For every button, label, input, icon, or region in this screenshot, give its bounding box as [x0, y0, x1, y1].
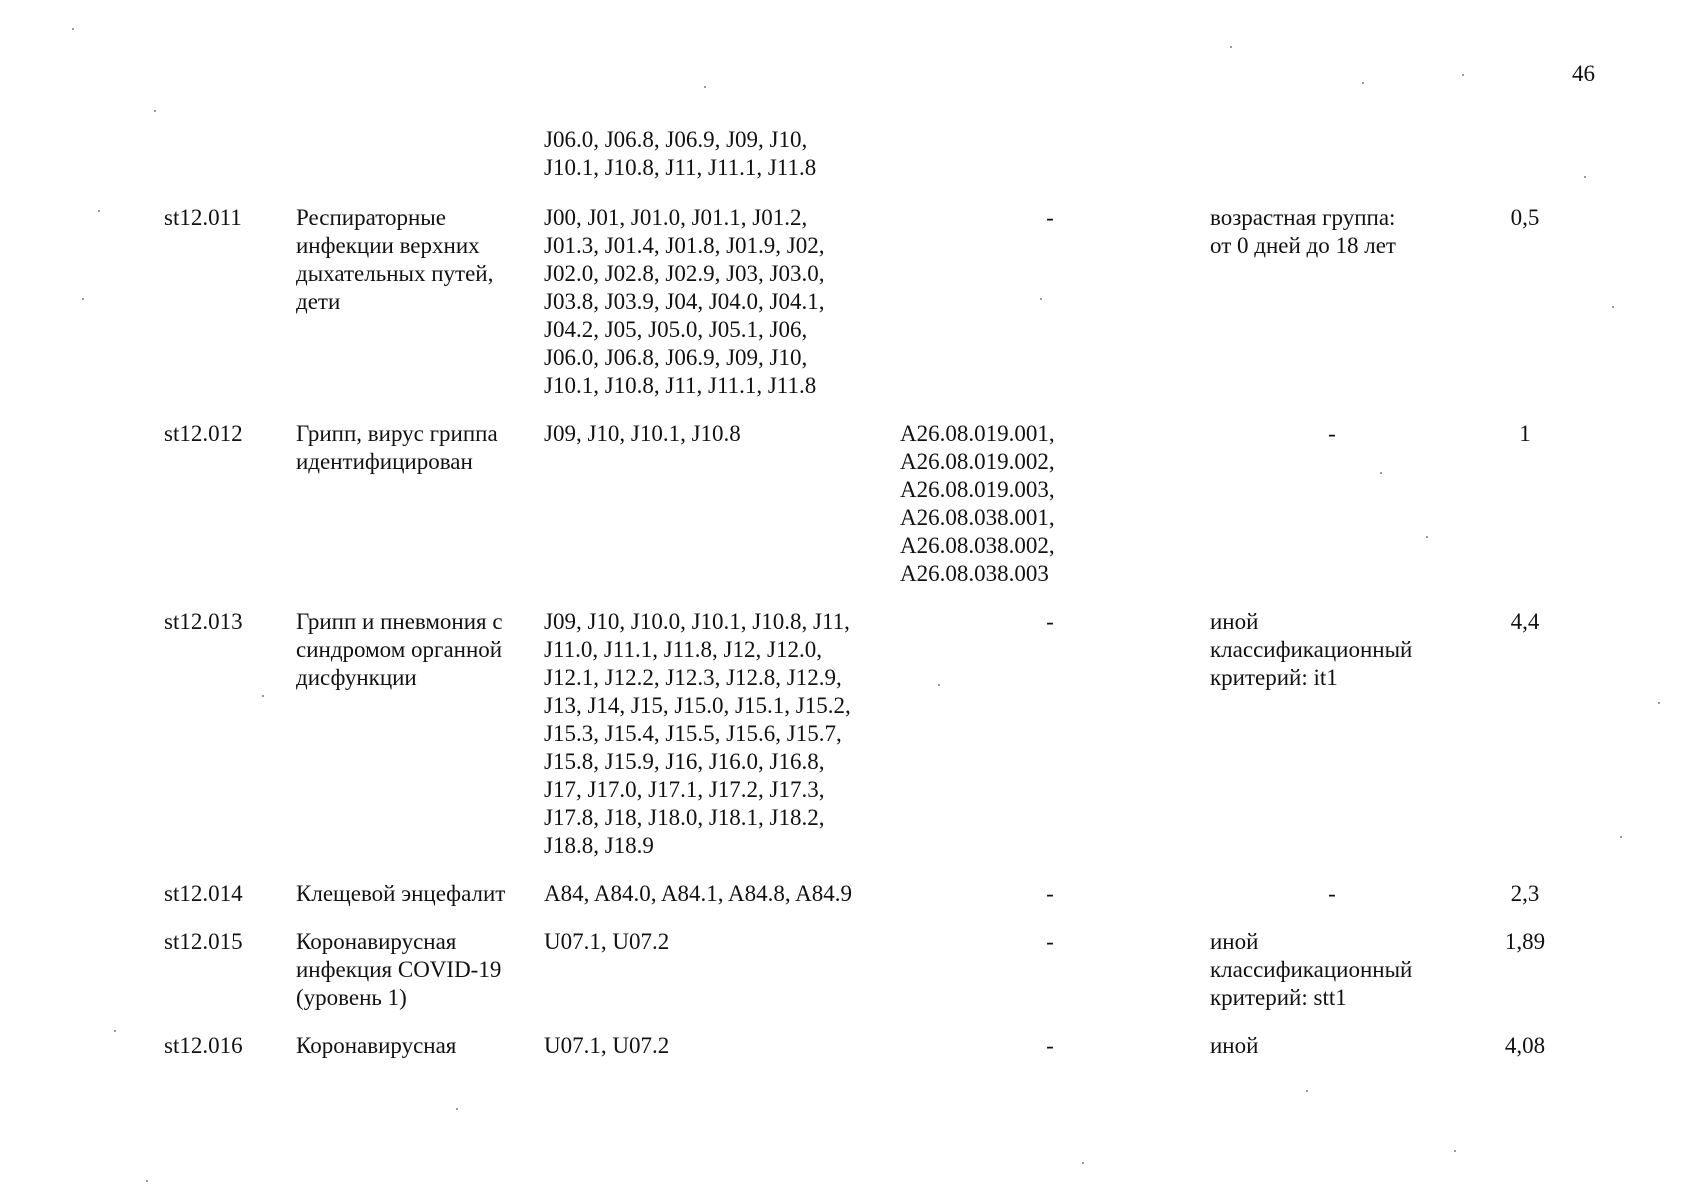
scan-speck — [1584, 176, 1586, 178]
scan-speck — [262, 695, 264, 697]
row-diagnoses: J09, J10, J10.1, J10.8 — [544, 421, 741, 446]
row-criteria: - — [1328, 881, 1336, 906]
scan-speck — [1040, 298, 1042, 300]
row-criteria: иной классификационный критерий: stt1 — [1210, 929, 1413, 1010]
scan-speck — [114, 1030, 116, 1032]
page-number: 46 — [1572, 61, 1595, 86]
scan-speck — [1362, 82, 1364, 84]
row-criteria: - — [1328, 421, 1336, 446]
scan-speck — [1426, 536, 1428, 538]
row-coefficient: 4,08 — [1504, 1033, 1546, 1058]
row-coefficient: 0,5 — [1510, 205, 1540, 230]
row-diagnoses: J09, J10, J10.0, J10.1, J10.8, J11, J11.0, J11.1, J11.8, J12, J12.0, J12.1, J12.2, J12.3, J12.8, J12.9, J13, J14, J15, J15.0, J15.1, J15.2, J15.3, J15.4, J15.5, J15.6, J15.7, J15.8, J15.9, J16, J16.0, J16.8, J17, J17.0, J17.1, J17.2, J17.3, J17.8, J18, J18.0, J18.1, J18.2, J18.8, J18.9 — [544, 609, 851, 858]
scan-speck — [98, 210, 100, 212]
scan-speck — [1658, 702, 1660, 704]
row-criteria: иной классификационный критерий: it1 — [1210, 609, 1413, 690]
scan-speck — [704, 86, 706, 88]
row-diagnoses: A84, A84.0, A84.1, A84.8, A84.9 — [544, 881, 852, 906]
row-diagnoses: U07.1, U07.2 — [544, 929, 670, 954]
row-services: - — [1046, 609, 1054, 634]
row-coefficient: 1,89 — [1504, 929, 1546, 954]
scan-speck — [456, 1108, 458, 1110]
row-name: Грипп и пневмония с синдромом органной дисфункции — [296, 609, 503, 690]
scan-speck — [72, 28, 74, 30]
scan-speck — [1380, 472, 1382, 474]
row-name: Грипп, вирус гриппа идентифицирован — [296, 421, 498, 474]
row-name: Коронавирусная — [296, 1033, 457, 1058]
scan-speck — [1462, 74, 1464, 76]
row-code: st12.014 — [164, 881, 243, 906]
row-services: - — [1046, 205, 1054, 230]
row-name: Клещевой энцефалит — [296, 881, 506, 906]
continuation-diagnoses: J06.0, J06.8, J06.9, J09, J10, J10.1, J10.8, J11, J11.1, J11.8 — [544, 127, 817, 180]
scan-speck — [1082, 1162, 1084, 1164]
scan-speck — [1454, 1150, 1456, 1152]
row-criteria: иной — [1210, 1033, 1259, 1058]
scan-speck — [1612, 306, 1614, 308]
row-code: st12.011 — [164, 205, 242, 230]
row-code: st12.016 — [164, 1033, 243, 1058]
scan-speck — [1306, 1090, 1308, 1092]
row-services: - — [1046, 929, 1054, 954]
row-services: - — [1046, 881, 1054, 906]
row-diagnoses: J00, J01, J01.0, J01.1, J01.2, J01.3, J01.4, J01.8, J01.9, J02, J02.0, J02.8, J02.9, J03, J03.0, J03.8, J03.9, J04, J04.0, J04.1, J04.2, J05, J05.0, J05.1, J06, J06.0, J06.8, J06.9, J09, J10, J10.1, J10.8, J11, J11.1, J11.8 — [544, 205, 825, 398]
row-name: Респираторные инфекции верхних дыхательных путей, дети — [296, 205, 494, 314]
row-code: st12.015 — [164, 929, 243, 954]
row-coefficient: 4,4 — [1510, 609, 1540, 634]
scan-speck — [938, 684, 940, 686]
scan-speck — [1230, 46, 1232, 48]
scan-speck — [146, 1180, 148, 1182]
row-code: st12.012 — [164, 421, 243, 446]
row-coefficient: 1 — [1519, 421, 1531, 446]
row-diagnoses: U07.1, U07.2 — [544, 1033, 670, 1058]
scan-speck — [154, 110, 156, 112]
row-services: - — [1046, 1033, 1054, 1058]
row-code: st12.013 — [164, 609, 243, 634]
row-coefficient: 2,3 — [1510, 881, 1540, 906]
scan-speck — [82, 298, 84, 300]
row-criteria: возрастная группа: от 0 дней до 18 лет — [1210, 205, 1396, 258]
row-services: A26.08.019.001, A26.08.019.002, A26.08.019.003, A26.08.038.001, A26.08.038.002, A26.08.038.003 — [900, 421, 1055, 586]
scan-speck — [1620, 836, 1622, 838]
row-name: Коронавирусная инфекция COVID-19 (уровень 1) — [296, 929, 502, 1010]
